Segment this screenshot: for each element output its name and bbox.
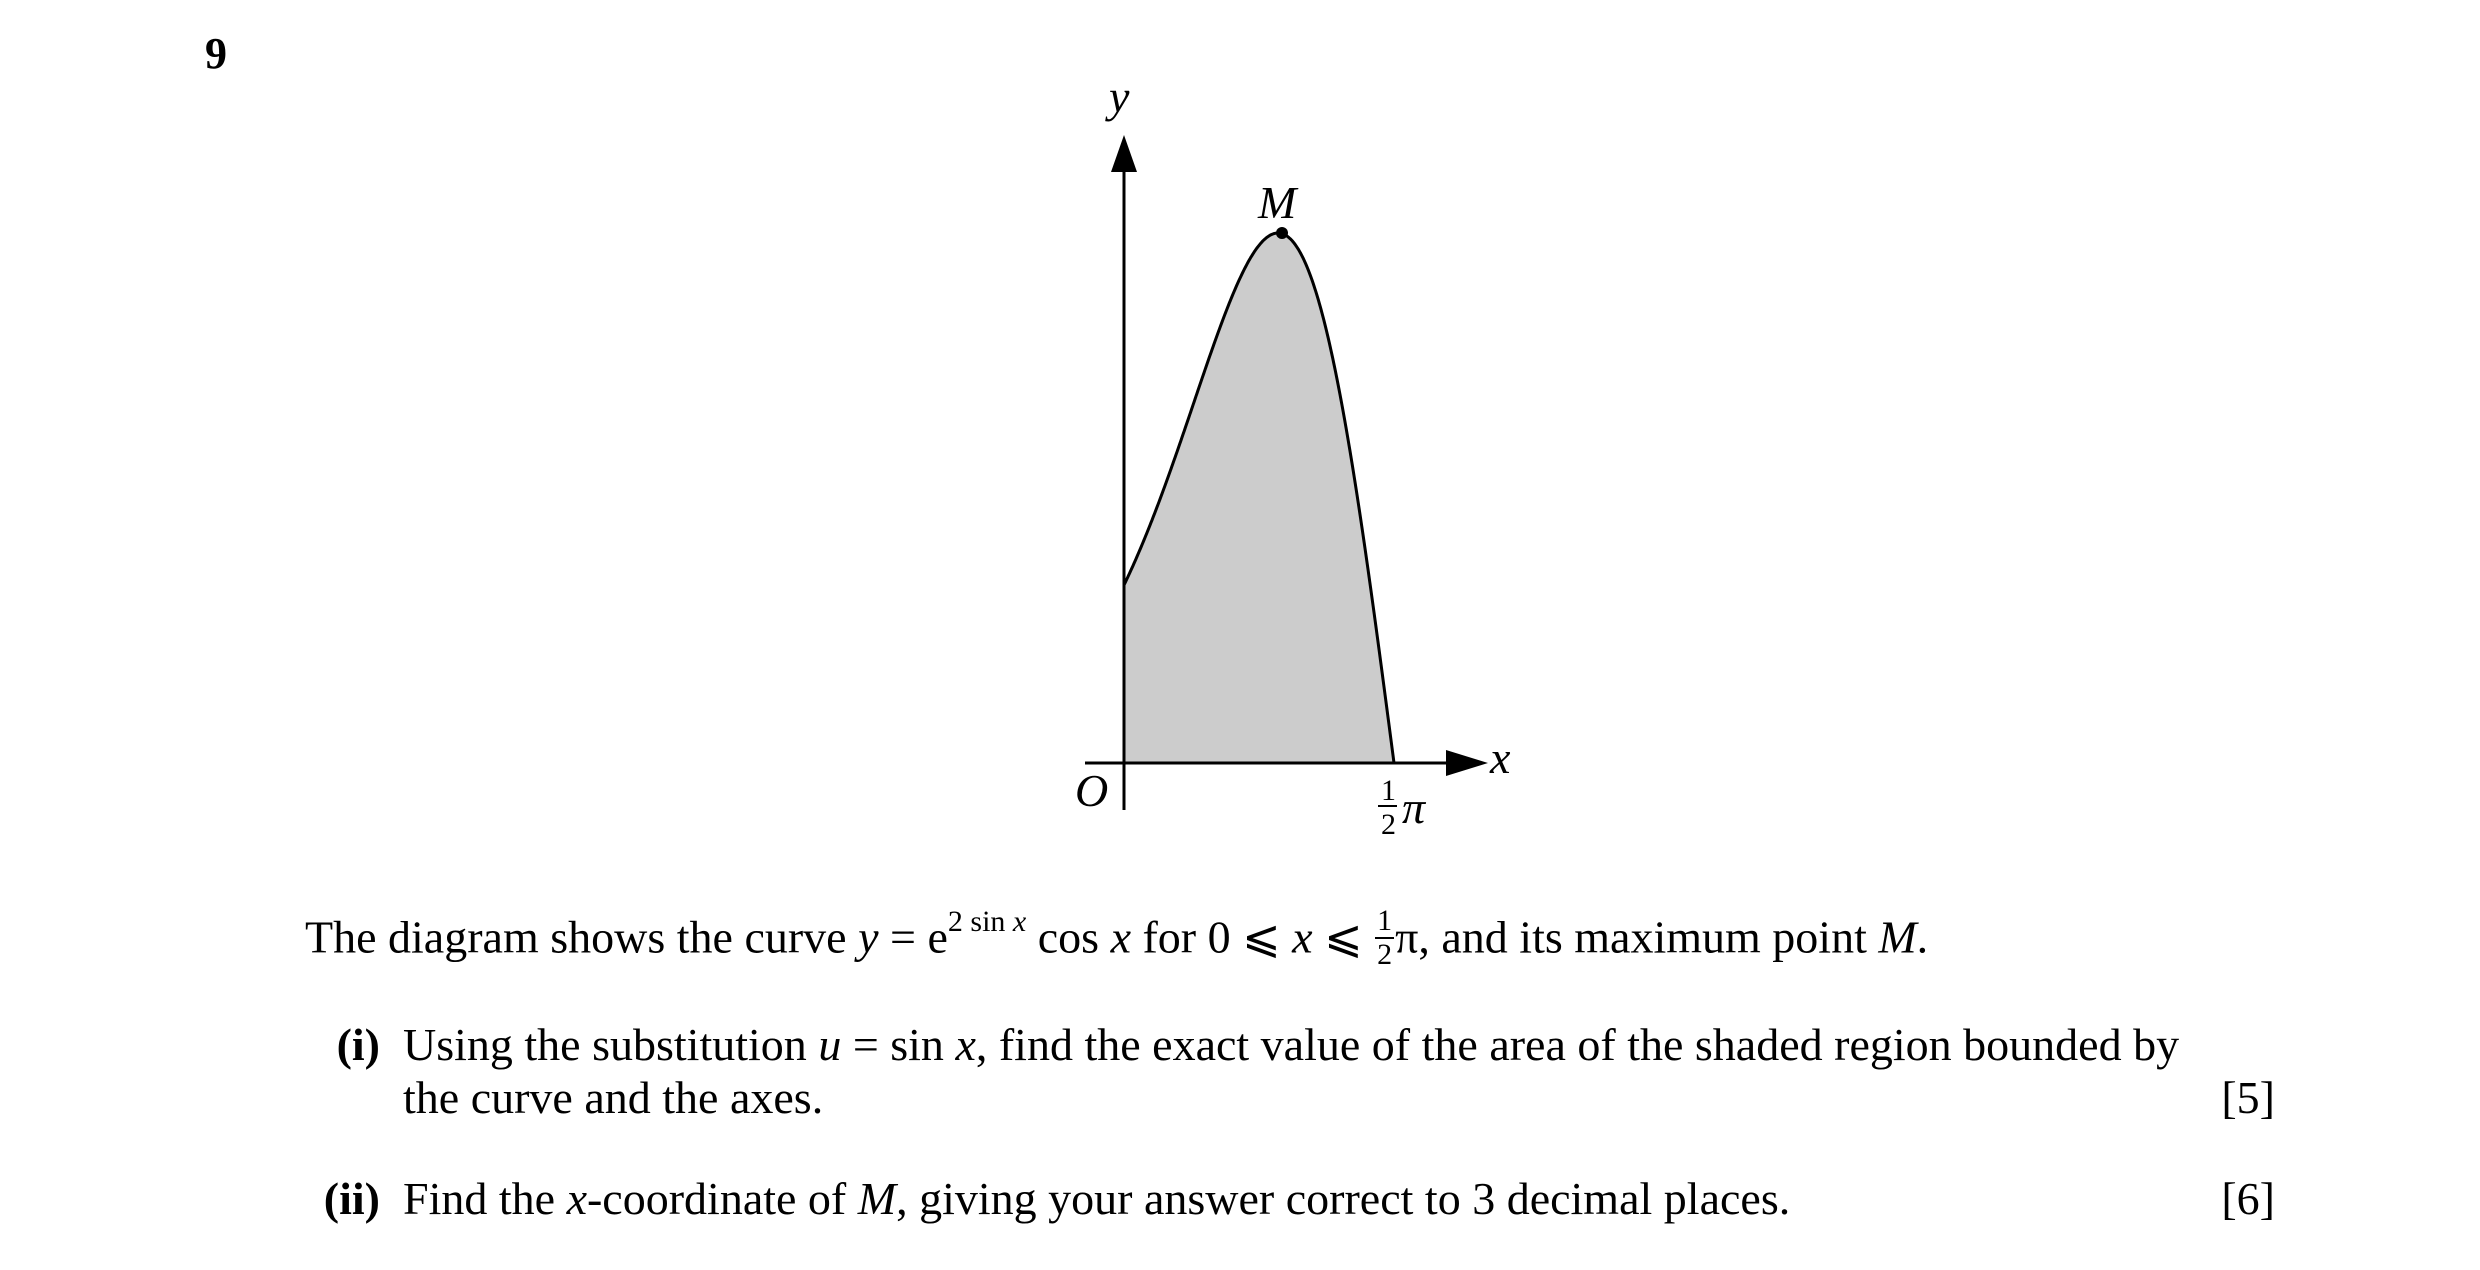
y-axis-arrowhead: [1111, 135, 1137, 172]
stem-exponent: [948, 905, 1026, 938]
x-end-label: [1378, 774, 1427, 841]
part-ii: [0, 1172, 2275, 1232]
part-i-line-1: [403, 1018, 2179, 1071]
stem-pi-suffix: π, and its maximum point: [1395, 911, 1879, 963]
stem-equals: = e: [878, 911, 948, 963]
stem-point-label: M: [1878, 911, 1917, 963]
question-stem: [305, 904, 1929, 974]
stem-leq: ⩽: [1312, 911, 1375, 963]
part-i-line-2: the curve and the axes.: [403, 1072, 824, 1123]
part-ii-point-label: M: [857, 1173, 897, 1224]
stem-fraction: [1375, 906, 1394, 970]
x-end-label-denominator: 2: [1381, 808, 1396, 841]
part-ii-text-c: , giving your answer correct to 3 decimal places.: [896, 1173, 1791, 1224]
stem-end: .: [1916, 911, 1929, 963]
stem-for: for 0 ⩽: [1130, 911, 1293, 963]
stem-exponent-variable: x: [1012, 904, 1027, 938]
x-end-label-pi: π: [1402, 782, 1426, 833]
shaded-region: [1124, 233, 1394, 763]
stem-x-variable: x: [1110, 911, 1131, 963]
part-i: [0, 1018, 2275, 1128]
stem-fraction-numerator: 1: [1377, 904, 1393, 937]
x-end-label-numerator: 1: [1381, 774, 1396, 807]
max-point-label: M: [1258, 177, 1297, 228]
part-i-text-c: , find the exact value of the area of the shaded region bounded by: [975, 1019, 2180, 1070]
part-i-label: (i): [336, 1019, 380, 1070]
stem-x-variable-2: x: [1292, 911, 1313, 963]
stem-exponent-text: 2 sin: [947, 904, 1006, 938]
part-ii-marks: [6]: [2221, 1173, 2275, 1224]
max-point-dot: [1276, 227, 1288, 239]
part-i-marks: [5]: [2221, 1072, 2275, 1123]
origin-label: O: [1075, 765, 1109, 816]
x-axis-label: x: [1490, 732, 1511, 783]
part-i-u-variable: u: [818, 1019, 842, 1070]
x-axis-arrowhead: [1446, 750, 1488, 776]
part-ii-text: [403, 1172, 1790, 1225]
part-ii-label: (ii): [323, 1173, 380, 1224]
part-ii-x-variable: x: [566, 1173, 587, 1224]
part-i-text-a: Using the substitution: [403, 1019, 819, 1070]
stem-y-variable: y: [858, 911, 879, 963]
stem-prefix: The diagram shows the curve: [305, 911, 859, 963]
stem-fraction-denominator: 2: [1377, 938, 1393, 971]
part-ii-text-a: Find the: [403, 1173, 567, 1224]
stem-cos: cos: [1026, 911, 1100, 963]
part-ii-text-b: -coordinate of: [586, 1173, 858, 1224]
part-i-text-b: = sin: [841, 1019, 956, 1070]
question-number: 9: [205, 29, 227, 78]
part-i-x-variable: x: [955, 1019, 976, 1070]
y-axis-label: y: [1109, 71, 1130, 122]
